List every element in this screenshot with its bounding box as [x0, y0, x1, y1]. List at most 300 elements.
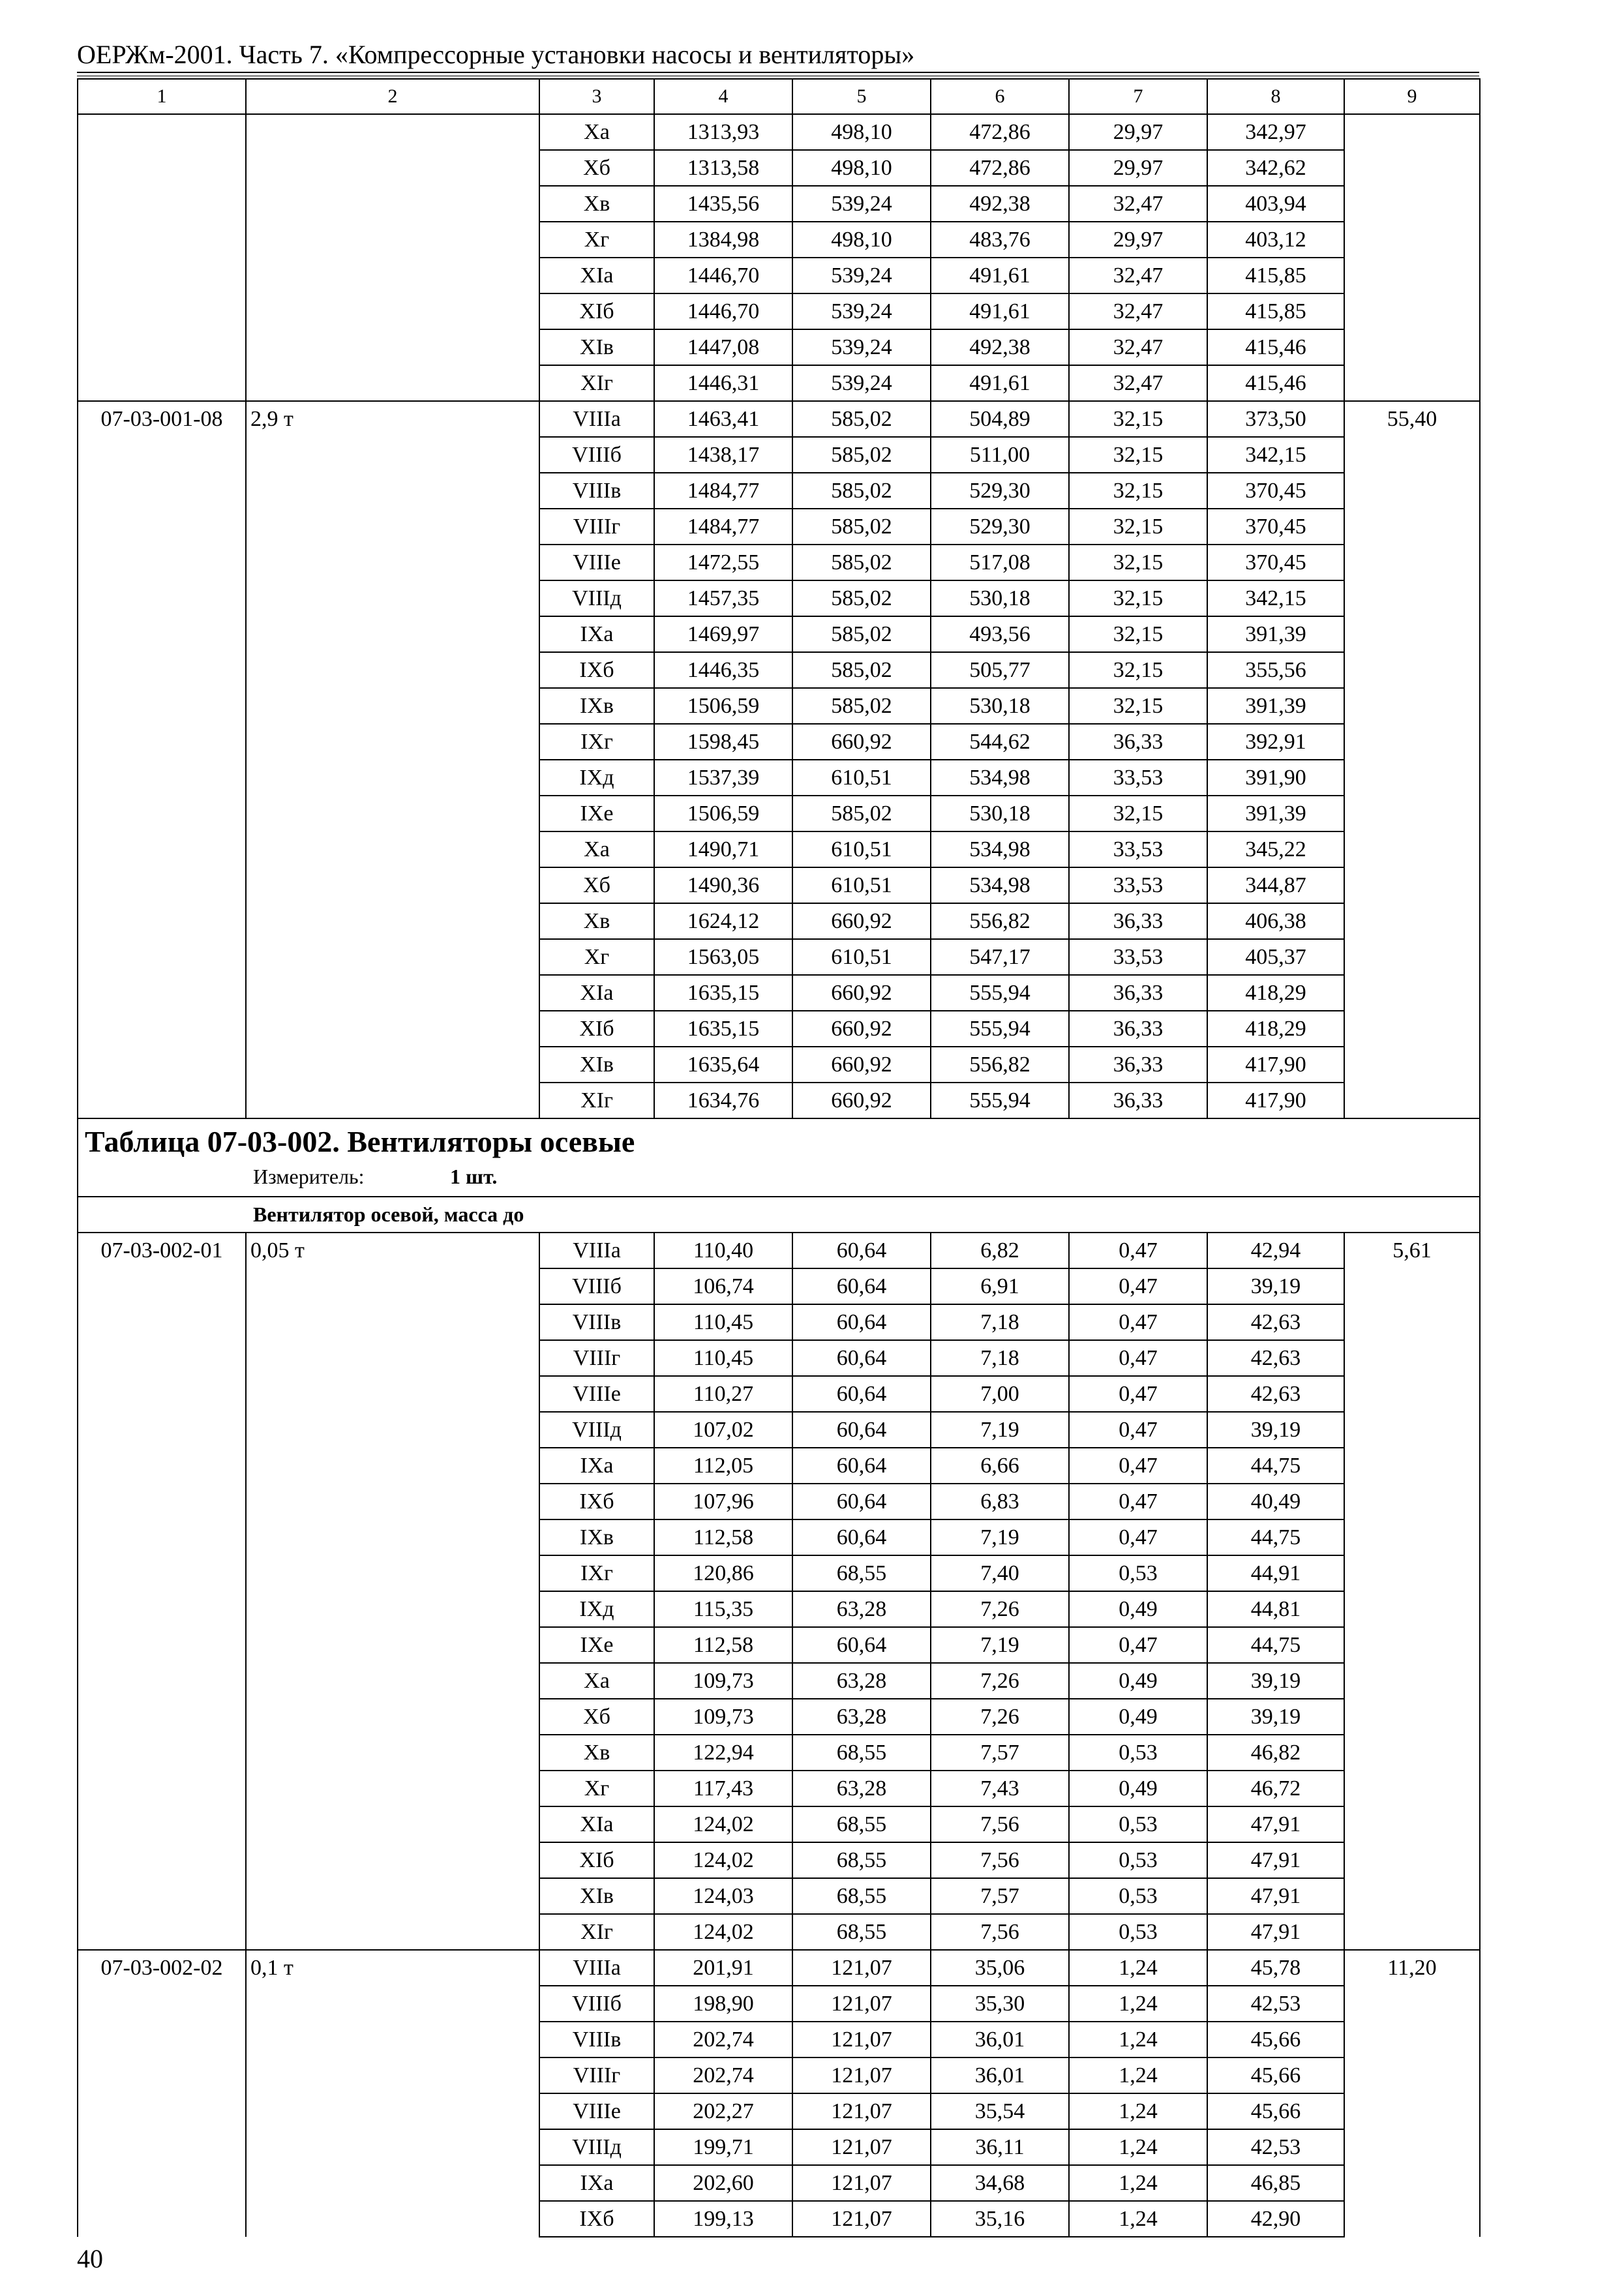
labor-cost: 121,07 [792, 2201, 931, 2237]
page-number: 40 [77, 2244, 103, 2273]
total-cost: 1469,97 [654, 616, 792, 652]
material-cost: 417,90 [1207, 1083, 1344, 1118]
region-zone: Хг [539, 1771, 654, 1806]
labor-cost: 498,10 [792, 222, 931, 258]
material-cost: 418,29 [1207, 1011, 1344, 1047]
rate-code: 07-03-001-08 [78, 401, 246, 1118]
region-zone: VIIIе [539, 2093, 654, 2129]
equipment-mass: 2,9 т [246, 401, 539, 1118]
labor-cost: 585,02 [792, 437, 931, 473]
machine-labor-cost: 1,24 [1069, 2022, 1207, 2057]
region-zone: IХе [539, 1627, 654, 1663]
region-zone: Хв [539, 903, 654, 939]
machine-cost: 547,17 [931, 939, 1069, 975]
region-zone: Ха [539, 1663, 654, 1699]
material-cost: 342,97 [1207, 114, 1344, 150]
material-cost: 42,90 [1207, 2201, 1344, 2237]
labor-hours: 11,20 [1344, 1950, 1480, 2237]
material-cost: 44,75 [1207, 1627, 1344, 1663]
labor-cost: 60,64 [792, 1412, 931, 1448]
machine-cost: 493,56 [931, 616, 1069, 652]
machine-labor-cost: 29,97 [1069, 222, 1207, 258]
total-cost: 112,58 [654, 1519, 792, 1555]
material-cost: 44,81 [1207, 1591, 1344, 1627]
machine-cost: 544,62 [931, 724, 1069, 760]
machine-cost: 7,26 [931, 1663, 1069, 1699]
total-cost: 1506,59 [654, 688, 792, 724]
labor-cost: 660,92 [792, 1083, 931, 1118]
region-zone: IХа [539, 2165, 654, 2201]
machine-labor-cost: 32,15 [1069, 401, 1207, 437]
region-zone: IХа [539, 1448, 654, 1484]
machine-cost: 6,83 [931, 1484, 1069, 1519]
total-cost: 1563,05 [654, 939, 792, 975]
region-zone: ХIб [539, 293, 654, 329]
material-cost: 47,91 [1207, 1806, 1344, 1842]
total-cost: 115,35 [654, 1591, 792, 1627]
material-cost: 415,46 [1207, 329, 1344, 365]
labor-cost: 660,92 [792, 903, 931, 939]
region-zone: VIIIб [539, 1268, 654, 1304]
total-cost: 1635,64 [654, 1047, 792, 1083]
table-row [78, 1233, 1480, 1268]
material-cost: 391,39 [1207, 796, 1344, 831]
material-cost: 42,94 [1207, 1233, 1344, 1268]
labor-cost: 498,10 [792, 150, 931, 186]
machine-cost: 534,98 [931, 867, 1069, 903]
section-header-row [78, 1118, 1480, 1197]
total-cost: 109,73 [654, 1699, 792, 1735]
machine-labor-cost: 32,47 [1069, 329, 1207, 365]
machine-cost: 530,18 [931, 580, 1069, 616]
machine-cost: 7,43 [931, 1771, 1069, 1806]
measure-value: 1 шт. [450, 1165, 498, 1188]
machine-cost: 472,86 [931, 150, 1069, 186]
header-rule [77, 72, 1479, 73]
labor-cost: 63,28 [792, 1771, 931, 1806]
total-cost: 198,90 [654, 1986, 792, 2022]
machine-labor-cost: 0,49 [1069, 1771, 1207, 1806]
machine-labor-cost: 36,33 [1069, 975, 1207, 1011]
machine-cost: 505,77 [931, 652, 1069, 688]
machine-cost: 35,16 [931, 2201, 1069, 2237]
equipment-mass: 0,1 т [246, 1950, 539, 2237]
labor-cost: 585,02 [792, 580, 931, 616]
total-cost: 201,91 [654, 1950, 792, 1986]
region-zone: Хг [539, 222, 654, 258]
machine-labor-cost: 0,53 [1069, 1842, 1207, 1878]
region-zone: VIIIг [539, 509, 654, 545]
total-cost: 112,05 [654, 1448, 792, 1484]
region-zone: ХIб [539, 1842, 654, 1878]
labor-cost: 539,24 [792, 329, 931, 365]
total-cost: 1472,55 [654, 545, 792, 580]
material-cost: 46,72 [1207, 1771, 1344, 1806]
machine-cost: 7,56 [931, 1842, 1069, 1878]
material-cost: 370,45 [1207, 545, 1344, 580]
machine-cost: 504,89 [931, 401, 1069, 437]
region-zone: VIIIб [539, 437, 654, 473]
material-cost: 44,75 [1207, 1519, 1344, 1555]
region-zone: IХе [539, 796, 654, 831]
labor-cost: 63,28 [792, 1591, 931, 1627]
labor-cost: 121,07 [792, 2022, 931, 2057]
material-cost: 392,91 [1207, 724, 1344, 760]
total-cost: 1537,39 [654, 760, 792, 796]
labor-cost: 539,24 [792, 293, 931, 329]
column-number: 9 [1344, 79, 1480, 114]
machine-labor-cost: 32,15 [1069, 688, 1207, 724]
region-zone: VIIIв [539, 473, 654, 509]
machine-labor-cost: 32,15 [1069, 437, 1207, 473]
region-zone: Хг [539, 939, 654, 975]
material-cost: 415,85 [1207, 293, 1344, 329]
region-zone: IХд [539, 1591, 654, 1627]
equipment-mass [246, 114, 539, 401]
machine-cost: 530,18 [931, 688, 1069, 724]
material-cost: 344,87 [1207, 867, 1344, 903]
machine-labor-cost: 0,47 [1069, 1519, 1207, 1555]
region-zone: Ха [539, 831, 654, 867]
region-zone: ХIг [539, 365, 654, 401]
machine-cost: 34,68 [931, 2165, 1069, 2201]
total-cost: 117,43 [654, 1771, 792, 1806]
labor-hours: 5,61 [1344, 1233, 1480, 1950]
total-cost: 109,73 [654, 1663, 792, 1699]
material-cost: 403,94 [1207, 186, 1344, 222]
machine-labor-cost: 32,15 [1069, 473, 1207, 509]
region-zone: VIIIг [539, 2057, 654, 2093]
rate-code: 07-03-002-02 [78, 1950, 246, 2237]
machine-labor-cost: 0,53 [1069, 1735, 1207, 1771]
total-cost: 1446,70 [654, 258, 792, 293]
machine-cost: 7,18 [931, 1304, 1069, 1340]
column-number-row [78, 79, 1480, 114]
material-cost: 45,66 [1207, 2093, 1344, 2129]
machine-cost: 7,19 [931, 1519, 1069, 1555]
labor-cost: 63,28 [792, 1663, 931, 1699]
machine-labor-cost: 0,53 [1069, 1914, 1207, 1950]
total-cost: 1484,77 [654, 473, 792, 509]
total-cost: 1313,93 [654, 114, 792, 150]
total-cost: 1598,45 [654, 724, 792, 760]
machine-labor-cost: 29,97 [1069, 150, 1207, 186]
region-zone: IХв [539, 688, 654, 724]
total-cost: 1635,15 [654, 1011, 792, 1047]
total-cost: 106,74 [654, 1268, 792, 1304]
total-cost: 110,45 [654, 1304, 792, 1340]
material-cost: 391,39 [1207, 688, 1344, 724]
labor-cost: 60,64 [792, 1376, 931, 1412]
material-cost: 355,56 [1207, 652, 1344, 688]
machine-cost: 529,30 [931, 473, 1069, 509]
total-cost: 202,60 [654, 2165, 792, 2201]
region-zone: VIIIд [539, 2129, 654, 2165]
labor-cost: 60,64 [792, 1340, 931, 1376]
region-zone: VIIIа [539, 1950, 654, 1986]
machine-labor-cost: 0,47 [1069, 1233, 1207, 1268]
labor-cost: 60,64 [792, 1233, 931, 1268]
material-cost: 370,45 [1207, 509, 1344, 545]
material-cost: 45,66 [1207, 2057, 1344, 2093]
region-zone: IХг [539, 1555, 654, 1591]
material-cost: 417,90 [1207, 1047, 1344, 1083]
material-cost: 342,62 [1207, 150, 1344, 186]
column-number: 6 [931, 79, 1069, 114]
machine-labor-cost: 0,47 [1069, 1448, 1207, 1484]
machine-cost: 7,26 [931, 1699, 1069, 1735]
total-cost: 110,27 [654, 1376, 792, 1412]
region-zone: ХIа [539, 258, 654, 293]
column-number: 5 [792, 79, 931, 114]
region-zone: IХг [539, 724, 654, 760]
machine-labor-cost: 0,47 [1069, 1484, 1207, 1519]
total-cost: 1313,58 [654, 150, 792, 186]
material-cost: 44,75 [1207, 1448, 1344, 1484]
page-header: ОЕРЖм-2001. Часть 7. «Компрессорные установки насосы и вентиляторы» [77, 40, 915, 69]
machine-labor-cost: 0,47 [1069, 1627, 1207, 1663]
region-zone: IХд [539, 760, 654, 796]
region-zone: Хб [539, 867, 654, 903]
total-cost: 124,03 [654, 1878, 792, 1914]
rates-table [77, 78, 1481, 2237]
labor-cost: 68,55 [792, 1914, 931, 1950]
material-cost: 391,39 [1207, 616, 1344, 652]
region-zone: VIIIб [539, 1986, 654, 2022]
labor-cost: 610,51 [792, 939, 931, 975]
material-cost: 45,66 [1207, 2022, 1344, 2057]
labor-cost: 585,02 [792, 401, 931, 437]
region-zone: VIIIе [539, 1376, 654, 1412]
total-cost: 202,74 [654, 2022, 792, 2057]
material-cost: 47,91 [1207, 1914, 1344, 1950]
machine-cost: 35,06 [931, 1950, 1069, 1986]
total-cost: 1457,35 [654, 580, 792, 616]
column-number: 1 [78, 79, 246, 114]
labor-cost: 585,02 [792, 509, 931, 545]
machine-labor-cost: 0,47 [1069, 1340, 1207, 1376]
labor-cost: 68,55 [792, 1842, 931, 1878]
total-cost: 124,02 [654, 1842, 792, 1878]
labor-cost: 660,92 [792, 1047, 931, 1083]
labor-cost: 121,07 [792, 2165, 931, 2201]
labor-cost: 60,64 [792, 1627, 931, 1663]
machine-labor-cost: 32,15 [1069, 509, 1207, 545]
machine-cost: 35,54 [931, 2093, 1069, 2129]
labor-cost: 610,51 [792, 760, 931, 796]
machine-cost: 511,00 [931, 437, 1069, 473]
total-cost: 124,02 [654, 1806, 792, 1842]
material-cost: 345,22 [1207, 831, 1344, 867]
machine-cost: 36,01 [931, 2022, 1069, 2057]
material-cost: 415,85 [1207, 258, 1344, 293]
region-zone: VIIIв [539, 1304, 654, 1340]
total-cost: 1446,31 [654, 365, 792, 401]
machine-cost: 7,26 [931, 1591, 1069, 1627]
total-cost: 199,13 [654, 2201, 792, 2237]
total-cost: 202,27 [654, 2093, 792, 2129]
total-cost: 202,74 [654, 2057, 792, 2093]
material-cost: 42,63 [1207, 1304, 1344, 1340]
material-cost: 42,53 [1207, 2129, 1344, 2165]
equipment-mass: 0,05 т [246, 1233, 539, 1950]
total-cost: 1435,56 [654, 186, 792, 222]
column-number: 3 [539, 79, 654, 114]
machine-labor-cost: 0,49 [1069, 1591, 1207, 1627]
total-cost: 120,86 [654, 1555, 792, 1591]
machine-labor-cost: 32,15 [1069, 796, 1207, 831]
region-zone: ХIг [539, 1914, 654, 1950]
machine-cost: 517,08 [931, 545, 1069, 580]
labor-cost: 121,07 [792, 1986, 931, 2022]
region-zone: ХIг [539, 1083, 654, 1118]
column-number: 7 [1069, 79, 1207, 114]
total-cost: 1447,08 [654, 329, 792, 365]
labor-cost: 585,02 [792, 545, 931, 580]
measure-label: Измеритель: [253, 1165, 365, 1188]
labor-cost: 498,10 [792, 114, 931, 150]
region-zone: IХв [539, 1519, 654, 1555]
column-number: 8 [1207, 79, 1344, 114]
machine-cost: 555,94 [931, 975, 1069, 1011]
region-zone: IХб [539, 2201, 654, 2237]
machine-labor-cost: 0,47 [1069, 1304, 1207, 1340]
machine-cost: 7,00 [931, 1376, 1069, 1412]
section-title: Таблица 07-03-002. Вентиляторы осевые [85, 1125, 635, 1158]
machine-cost: 7,19 [931, 1412, 1069, 1448]
total-cost: 199,71 [654, 2129, 792, 2165]
total-cost: 1490,71 [654, 831, 792, 867]
material-cost: 46,85 [1207, 2165, 1344, 2201]
material-cost: 342,15 [1207, 580, 1344, 616]
labor-cost: 585,02 [792, 473, 931, 509]
total-cost: 122,94 [654, 1735, 792, 1771]
machine-labor-cost: 1,24 [1069, 1950, 1207, 1986]
labor-cost: 68,55 [792, 1878, 931, 1914]
machine-labor-cost: 36,33 [1069, 1011, 1207, 1047]
total-cost: 110,45 [654, 1340, 792, 1376]
labor-cost: 121,07 [792, 2093, 931, 2129]
material-cost: 342,15 [1207, 437, 1344, 473]
region-zone: VIIIд [539, 1412, 654, 1448]
region-zone: IХб [539, 1484, 654, 1519]
machine-labor-cost: 32,15 [1069, 652, 1207, 688]
rate-code [78, 114, 246, 401]
machine-labor-cost: 0,49 [1069, 1699, 1207, 1735]
machine-labor-cost: 36,33 [1069, 903, 1207, 939]
machine-cost: 491,61 [931, 293, 1069, 329]
machine-labor-cost: 33,53 [1069, 760, 1207, 796]
machine-labor-cost: 32,47 [1069, 258, 1207, 293]
machine-labor-cost: 0,53 [1069, 1806, 1207, 1842]
machine-labor-cost: 36,33 [1069, 1047, 1207, 1083]
material-cost: 418,29 [1207, 975, 1344, 1011]
machine-labor-cost: 36,33 [1069, 1083, 1207, 1118]
labor-cost: 68,55 [792, 1555, 931, 1591]
total-cost: 1634,76 [654, 1083, 792, 1118]
machine-labor-cost: 32,47 [1069, 293, 1207, 329]
total-cost: 1446,70 [654, 293, 792, 329]
machine-cost: 491,61 [931, 258, 1069, 293]
total-cost: 124,02 [654, 1914, 792, 1950]
labor-cost: 68,55 [792, 1806, 931, 1842]
material-cost: 44,91 [1207, 1555, 1344, 1591]
machine-cost: 7,57 [931, 1878, 1069, 1914]
subheading-row [78, 1197, 1480, 1233]
labor-cost: 60,64 [792, 1519, 931, 1555]
machine-cost: 491,61 [931, 365, 1069, 401]
section-header [78, 1119, 1479, 1196]
region-zone: ХIв [539, 1047, 654, 1083]
machine-cost: 36,01 [931, 2057, 1069, 2093]
machine-labor-cost: 0,47 [1069, 1412, 1207, 1448]
total-cost: 1446,35 [654, 652, 792, 688]
machine-cost: 472,86 [931, 114, 1069, 150]
machine-cost: 7,57 [931, 1735, 1069, 1771]
machine-labor-cost: 0,47 [1069, 1376, 1207, 1412]
total-cost: 1635,15 [654, 975, 792, 1011]
machine-cost: 36,11 [931, 2129, 1069, 2165]
machine-cost: 492,38 [931, 186, 1069, 222]
material-cost: 42,53 [1207, 1986, 1344, 2022]
column-number: 4 [654, 79, 792, 114]
labor-cost: 610,51 [792, 831, 931, 867]
total-cost: 1384,98 [654, 222, 792, 258]
machine-labor-cost: 32,47 [1069, 365, 1207, 401]
region-zone: VIIIа [539, 1233, 654, 1268]
subheading: Вентилятор осевой, масса до [78, 1197, 1480, 1233]
machine-cost: 555,94 [931, 1011, 1069, 1047]
machine-labor-cost: 32,15 [1069, 545, 1207, 580]
machine-cost: 7,40 [931, 1555, 1069, 1591]
machine-labor-cost: 1,24 [1069, 2093, 1207, 2129]
labor-cost: 68,55 [792, 1735, 931, 1771]
material-cost: 39,19 [1207, 1412, 1344, 1448]
machine-labor-cost: 0,53 [1069, 1878, 1207, 1914]
material-cost: 39,19 [1207, 1699, 1344, 1735]
machine-labor-cost: 33,53 [1069, 939, 1207, 975]
total-cost: 1506,59 [654, 796, 792, 831]
material-cost: 47,91 [1207, 1878, 1344, 1914]
labor-cost: 121,07 [792, 2129, 931, 2165]
region-zone: ХIб [539, 1011, 654, 1047]
machine-cost: 530,18 [931, 796, 1069, 831]
machine-labor-cost: 36,33 [1069, 724, 1207, 760]
labor-cost: 539,24 [792, 365, 931, 401]
total-cost: 112,58 [654, 1627, 792, 1663]
material-cost: 47,91 [1207, 1842, 1344, 1878]
labor-cost: 585,02 [792, 796, 931, 831]
machine-cost: 6,82 [931, 1233, 1069, 1268]
material-cost: 370,45 [1207, 473, 1344, 509]
labor-cost: 60,64 [792, 1448, 931, 1484]
machine-cost: 7,18 [931, 1340, 1069, 1376]
region-zone: Хв [539, 1735, 654, 1771]
region-zone: VIIIв [539, 2022, 654, 2057]
machine-cost: 556,82 [931, 903, 1069, 939]
material-cost: 373,50 [1207, 401, 1344, 437]
material-cost: 391,90 [1207, 760, 1344, 796]
rate-code: 07-03-002-01 [78, 1233, 246, 1950]
material-cost: 403,12 [1207, 222, 1344, 258]
material-cost: 406,38 [1207, 903, 1344, 939]
labor-hours: 55,40 [1344, 401, 1480, 1118]
machine-cost: 555,94 [931, 1083, 1069, 1118]
machine-cost: 534,98 [931, 760, 1069, 796]
machine-cost: 483,76 [931, 222, 1069, 258]
machine-labor-cost: 0,47 [1069, 1268, 1207, 1304]
machine-labor-cost: 0,49 [1069, 1663, 1207, 1699]
